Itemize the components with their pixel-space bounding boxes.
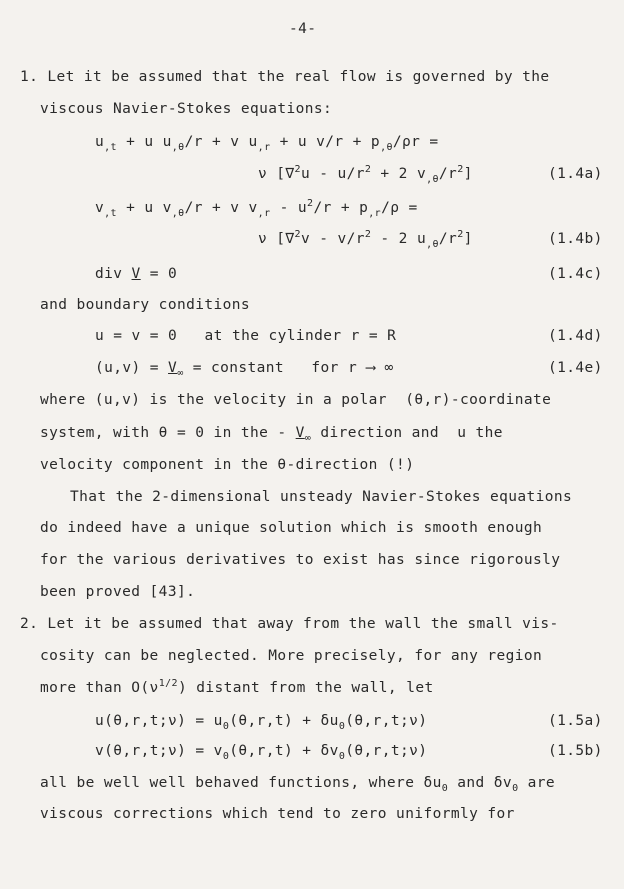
equation-1-5a: u(θ,r,t;ν) = $u_0(\theta,r,t)$ + $\delta u_0(\theta,r,t;\nu)$ — [95, 713, 428, 732]
equation-label-1-4b: (1.4b) — [548, 231, 603, 247]
closing-line-1: all be well well behaved functions, where $\delta u_0$ and $\delta v_0$ are — [40, 775, 556, 794]
page-number: -4- — [289, 21, 317, 37]
equation-1-4d: u = v = 0 at the cylinder r = R — [95, 328, 397, 344]
boundary-conditions-intro: and boundary conditions — [40, 297, 250, 313]
equation-label-1-5b: (1.5b) — [548, 743, 603, 759]
item-2-line-2: cosity can be neglected. More precisely, for any region — [40, 648, 543, 664]
equation-label-1-5a: (1.5a) — [548, 713, 603, 729]
equation-1-4b-line-1: $v_{,t} + u$ $v_{,\theta}/r + v$ $v_{,r} - u^2/r + p_{,r}/\rho$ = — [95, 198, 418, 219]
paragraph-2-line-2: do indeed have a unique solution which is smooth enough — [40, 520, 543, 536]
equation-label-1-4a: (1.4a) — [548, 166, 603, 182]
equation-label-1-4c: (1.4c) — [548, 266, 603, 282]
paragraph-2-line-3: for the various derivatives to exist has since rigorously — [40, 552, 561, 568]
item-1-line-2: viscous Navier-Stokes equations: — [40, 101, 333, 117]
equation-1-4a-line-2: ν [$\nabla^2u - u/r^2 + 2$ $v_{,\theta}/r^2$] — [258, 164, 473, 185]
equation-1-4a-line-1: $u_{,t} + u$ $u_{,\theta}/r + v$ $u_{,r} + u$ $v/r + p_{,\theta}/\rho r$ = — [95, 134, 439, 153]
paragraph-2-line-4: been proved [43]. — [40, 584, 196, 600]
paragraph-line-2: system, with θ = 0 in the - $V_\infty$ direction and u the — [40, 425, 503, 444]
equation-1-4b-line-2: ν [$\nabla^2v - v/r^2 - 2$ $u_{,\theta}/r^2$] — [258, 229, 473, 250]
equation-1-4e: $(u,v) = V_\infty$ = constant for r ⟶ ∞ — [95, 360, 394, 379]
closing-line-2: viscous corrections which tend to zero uniformly for — [40, 806, 515, 822]
item-1-line-1: 1. Let it be assumed that the real flow is governed by the — [20, 69, 550, 85]
equation-label-1-4d: (1.4d) — [548, 328, 603, 344]
paragraph-line-3: velocity component in the θ-direction (!) — [40, 457, 415, 473]
equation-1-5b: v(θ,r,t;ν) = $v_0(\theta,r,t)$ + $\delta v_0(\theta,r,t;\nu)$ — [95, 743, 428, 762]
paragraph-2-line-1: That the 2-dimensional unsteady Navier-Stokes equations — [70, 489, 573, 505]
item-2-line-3: more than $O(\nu^{1/2})$ distant from the wall, let — [40, 678, 434, 696]
paragraph-line-1: where (u,v) is the velocity in a polar (θ,r)-coordinate — [40, 392, 552, 408]
equation-1-4c: div V = 0 — [95, 266, 178, 282]
item-2-line-1: 2. Let it be assumed that away from the wall the small vis- — [20, 616, 559, 632]
equation-label-1-4e: (1.4e) — [548, 360, 603, 376]
